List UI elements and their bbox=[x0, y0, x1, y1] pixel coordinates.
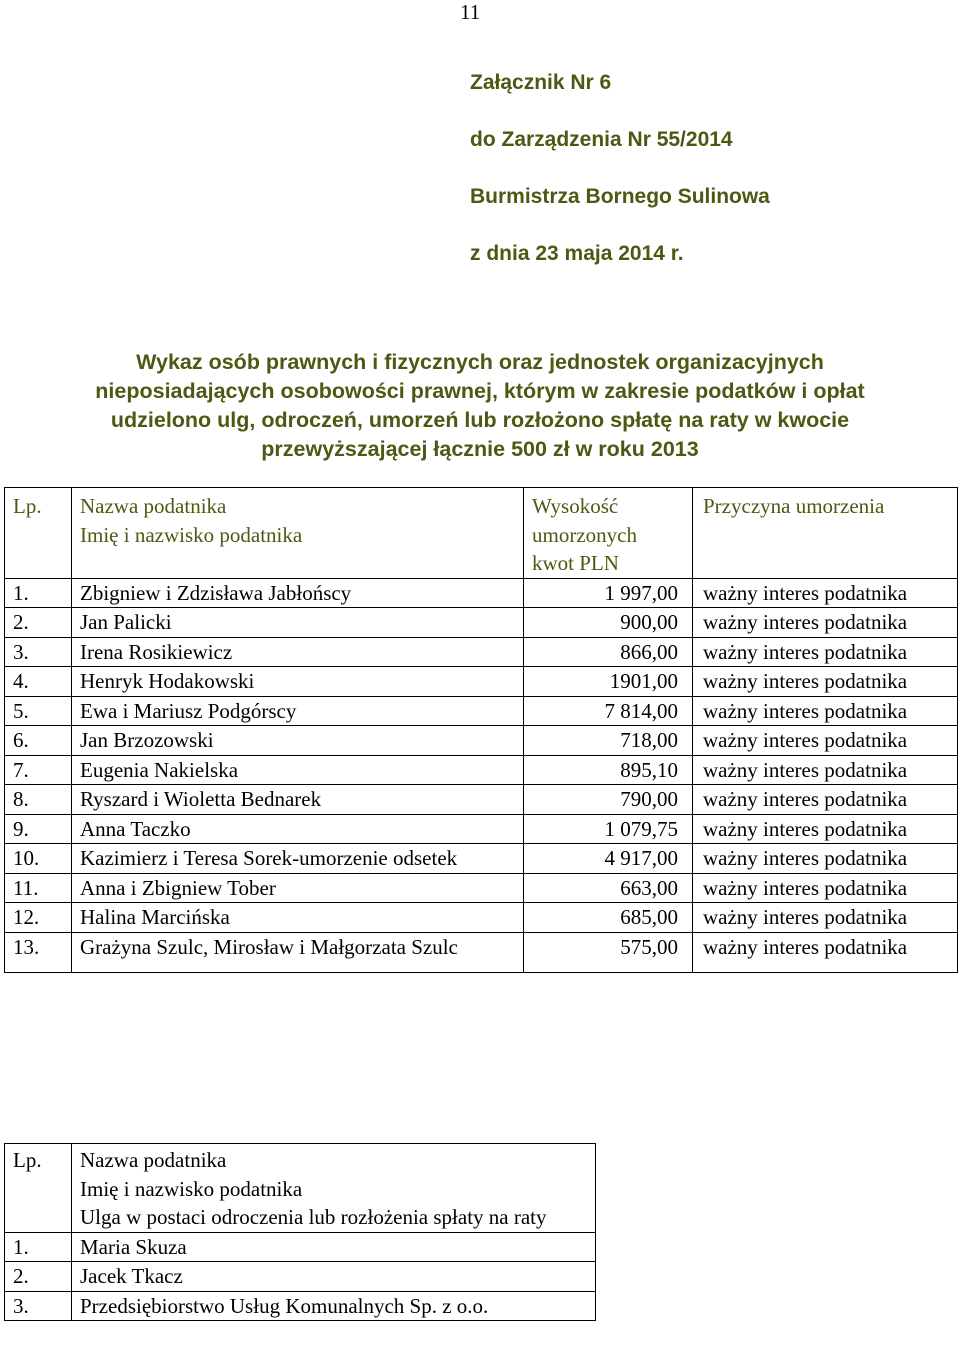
row-lp: 5. bbox=[5, 696, 72, 726]
title-line: udzielono ulg, odroczeń, umorzeń lub rozłożono spłatę na raty w kwocie bbox=[110, 408, 850, 432]
table-row bbox=[5, 785, 958, 815]
header-name bbox=[72, 1144, 596, 1233]
row-amount: 1 997,00 bbox=[524, 578, 693, 608]
title-line: Wykaz osób prawnych i fizycznych oraz jednostek organizacyjnych bbox=[136, 350, 824, 374]
row-lp: 2. bbox=[5, 1262, 72, 1292]
row-amount: 900,00 bbox=[524, 608, 693, 638]
row-name: Przedsiębiorstwo Usług Komunalnych Sp. z o.o. bbox=[72, 1291, 596, 1321]
table-row bbox=[5, 1232, 596, 1262]
row-lp: 12. bbox=[5, 903, 72, 933]
header-lp: Lp. bbox=[5, 1144, 72, 1233]
row-reason: ważny interes podatnika bbox=[693, 814, 958, 844]
row-lp: 11. bbox=[5, 873, 72, 903]
table-row bbox=[5, 696, 958, 726]
row-reason: ważny interes podatnika bbox=[693, 873, 958, 903]
row-name: Ewa i Mariusz Podgórscy bbox=[72, 696, 524, 726]
row-reason: ważny interes podatnika bbox=[693, 696, 958, 726]
page-number: 11 bbox=[460, 0, 481, 24]
row-reason: ważny interes podatnika bbox=[693, 608, 958, 638]
header-relief-line: Ulga w postaci odroczenia lub rozłożenia spłaty na raty bbox=[80, 1205, 547, 1229]
header-amount bbox=[524, 488, 693, 579]
row-name: Henryk Hodakowski bbox=[72, 667, 524, 697]
row-amount: 575,00 bbox=[524, 932, 693, 973]
row-amount: 7 814,00 bbox=[524, 696, 693, 726]
annex-issuer: Burmistrza Bornego Sulinowa bbox=[470, 185, 770, 208]
row-lp: 9. bbox=[5, 814, 72, 844]
row-name: Halina Marcińska bbox=[72, 903, 524, 933]
header-name-line: Nazwa podatnika bbox=[80, 494, 227, 518]
row-reason: ważny interes podatnika bbox=[693, 578, 958, 608]
row-reason: ważny interes podatnika bbox=[693, 637, 958, 667]
row-name: Jan Brzozowski bbox=[72, 726, 524, 756]
row-reason: ważny interes podatnika bbox=[693, 755, 958, 785]
remissions-table bbox=[4, 487, 958, 973]
row-name: Maria Skuza bbox=[72, 1232, 596, 1262]
row-lp: 1. bbox=[5, 578, 72, 608]
table-row bbox=[5, 844, 958, 874]
row-lp: 2. bbox=[5, 608, 72, 638]
row-lp: 10. bbox=[5, 844, 72, 874]
row-lp: 13. bbox=[5, 932, 72, 973]
table-row bbox=[5, 903, 958, 933]
row-amount: 1 079,75 bbox=[524, 814, 693, 844]
row-name: Ryszard i Wioletta Bednarek bbox=[72, 785, 524, 815]
header-name-line: Imię i nazwisko podatnika bbox=[80, 1176, 303, 1201]
table-row bbox=[5, 1291, 596, 1321]
row-amount: 866,00 bbox=[524, 637, 693, 667]
deferrals-table bbox=[4, 1143, 596, 1321]
title-line: nieposiadających osobowości prawnej, którym w zakresie podatków i opłat bbox=[95, 379, 865, 403]
row-reason: ważny interes podatnika bbox=[693, 903, 958, 933]
header-reason: Przyczyna umorzenia bbox=[693, 488, 958, 579]
header-name bbox=[72, 488, 524, 579]
annex-date: z dnia 23 maja 2014 r. bbox=[470, 242, 684, 265]
row-name: Anna Taczko bbox=[72, 814, 524, 844]
row-lp: 6. bbox=[5, 726, 72, 756]
row-amount: 663,00 bbox=[524, 873, 693, 903]
table-row bbox=[5, 814, 958, 844]
document-title bbox=[0, 348, 960, 464]
row-amount: 685,00 bbox=[524, 903, 693, 933]
header-amount-line: Wysokość bbox=[532, 494, 619, 518]
row-name: Zbigniew i Zdzisława Jabłońscy bbox=[72, 578, 524, 608]
table-header-row bbox=[5, 488, 958, 579]
header-amount-line: kwot PLN bbox=[532, 551, 619, 575]
table-row bbox=[5, 667, 958, 697]
table-row bbox=[5, 1262, 596, 1292]
header-name-line: Nazwa podatnika bbox=[80, 1148, 227, 1172]
row-lp: 3. bbox=[5, 637, 72, 667]
row-reason: ważny interes podatnika bbox=[693, 785, 958, 815]
row-name: Jacek Tkacz bbox=[72, 1262, 596, 1292]
table-row bbox=[5, 755, 958, 785]
table-row bbox=[5, 608, 958, 638]
header-amount-line: umorzonych bbox=[532, 522, 637, 547]
annex-header bbox=[470, 68, 770, 296]
row-name: Irena Rosikiewicz bbox=[72, 637, 524, 667]
row-reason: ważny interes podatnika bbox=[693, 932, 958, 973]
row-lp: 7. bbox=[5, 755, 72, 785]
row-name: Anna i Zbigniew Tober bbox=[72, 873, 524, 903]
row-name: Eugenia Nakielska bbox=[72, 755, 524, 785]
annex-ordinance: do Zarządzenia Nr 55/2014 bbox=[470, 128, 733, 151]
table-header-row bbox=[5, 1144, 596, 1233]
row-amount: 718,00 bbox=[524, 726, 693, 756]
row-amount: 4 917,00 bbox=[524, 844, 693, 874]
title-line: przewyższającej łącznie 500 zł w roku 2013 bbox=[261, 437, 699, 461]
table-row bbox=[5, 932, 958, 973]
row-lp: 4. bbox=[5, 667, 72, 697]
table-row bbox=[5, 637, 958, 667]
row-amount: 790,00 bbox=[524, 785, 693, 815]
row-name: Grażyna Szulc, Mirosław i Małgorzata Szulc bbox=[72, 932, 524, 973]
row-name: Jan Palicki bbox=[72, 608, 524, 638]
row-reason: ważny interes podatnika bbox=[693, 844, 958, 874]
row-name: Kazimierz i Teresa Sorek-umorzenie odsetek bbox=[72, 844, 524, 874]
row-amount: 1901,00 bbox=[524, 667, 693, 697]
row-amount: 895,10 bbox=[524, 755, 693, 785]
row-lp: 3. bbox=[5, 1291, 72, 1321]
row-reason: ważny interes podatnika bbox=[693, 726, 958, 756]
header-lp: Lp. bbox=[5, 488, 72, 579]
row-lp: 8. bbox=[5, 785, 72, 815]
header-name-line: Imię i nazwisko podatnika bbox=[80, 522, 303, 547]
annex-number: Załącznik Nr 6 bbox=[470, 71, 612, 94]
table-row bbox=[5, 578, 958, 608]
row-reason: ważny interes podatnika bbox=[693, 667, 958, 697]
table-row bbox=[5, 873, 958, 903]
table-row bbox=[5, 726, 958, 756]
row-lp: 1. bbox=[5, 1232, 72, 1262]
